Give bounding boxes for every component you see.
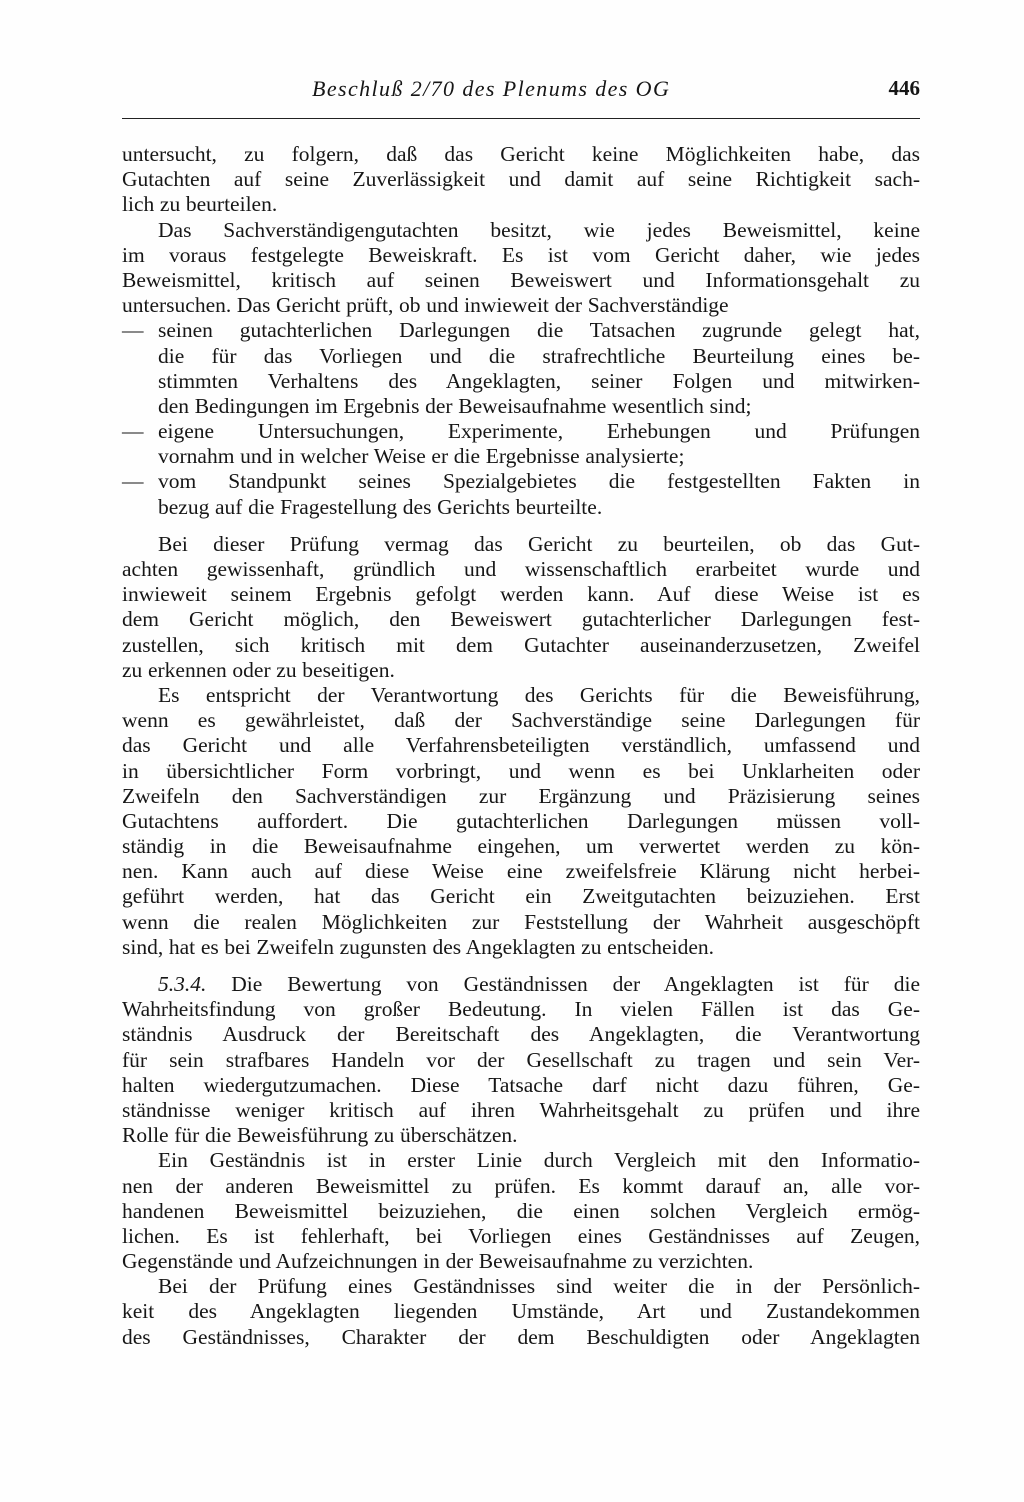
text-line: untersucht, zu folgern, daß das Gericht keine Möglichkeiten habe, das xyxy=(122,142,920,166)
header-rule xyxy=(122,118,920,119)
text-line xyxy=(122,972,920,997)
text-line: seinen gutachterlichen Darlegungen die Tatsachen zugrunde gelegt hat, xyxy=(158,318,920,343)
text-line: in übersichtlicher Form vorbringt, und wenn es bei Unklarheiten oder xyxy=(122,758,920,783)
text-line: Ein Geständnis ist in erster Linie durch Vergleich mit den Informatio- xyxy=(158,1148,920,1173)
page-number: 446 xyxy=(888,76,920,100)
paragraph xyxy=(122,1148,920,1274)
paragraph xyxy=(122,1274,920,1350)
text-line: Bei der Prüfung eines Geständnisses sind weiter die in der Persönlich- xyxy=(158,1274,920,1299)
text-line: Gutachtens auffordert. Die gutachterlichen Darlegungen müssen voll- xyxy=(122,808,920,833)
body-text xyxy=(122,142,920,1350)
paragraph xyxy=(122,532,920,683)
text-line: nen. Kann auch auf diese Weise eine zweifelsfreie Klärung nicht herbei- xyxy=(122,859,920,884)
text-line: lich zu beurteilen. xyxy=(122,192,278,217)
list-dash: — xyxy=(122,318,144,343)
text-line: Beweismittel, kritisch auf seinen Beweiswert und Informationsgehalt zu xyxy=(122,267,920,292)
text-line: für sein strafbares Handeln vor der Gesellschaft zu tragen und sein Ver- xyxy=(122,1047,920,1072)
paragraph-gap xyxy=(122,960,920,972)
section-number: 5.3.4. xyxy=(158,972,207,996)
text-line: vom Standpunkt seines Spezialgebietes die festgestellten Fakten in xyxy=(158,469,920,494)
text-line: Das Sachverständigengutachten besitzt, wie jedes Beweismittel, keine xyxy=(158,217,920,242)
text-line: Wahrheitsfindung von großer Bedeutung. In vielen Fällen ist das Ge- xyxy=(122,997,920,1022)
text-line: bezug auf die Fragestellung des Gerichts beurteilte. xyxy=(158,494,603,519)
text-line: das Gericht und alle Verfahrensbeteiligten verständlich, umfassend und xyxy=(122,733,920,758)
text-line: handenen Beweismittel beizuziehen, die einen solchen Vergleich ermög- xyxy=(122,1198,920,1223)
text-line: stimmten Verhaltens des Angeklagten, seiner Folgen und mitwirken- xyxy=(158,368,920,393)
text-line: Bei dieser Prüfung vermag das Gericht zu beurteilen, ob das Gut- xyxy=(158,531,920,556)
text-line: geführt werden, hat das Gericht ein Zweitgutachten beizuziehen. Erst xyxy=(122,884,920,909)
running-title: Beschluß 2/70 des Plenums des OG xyxy=(312,76,671,101)
text-line: vornahm und in welcher Weise er die Ergebnisse analysierte; xyxy=(158,444,685,469)
paragraph xyxy=(122,218,920,319)
text-line: eigene Untersuchungen, Experimente, Erhebungen und Prüfungen xyxy=(158,419,920,444)
text-line: ständnis Ausdruck der Bereitschaft des Angeklagten, die Verantwortung xyxy=(122,1022,920,1047)
text-line: ständig in die Beweisaufnahme eingehen, um verwertet werden zu kön- xyxy=(122,834,920,859)
text-line: dem Gericht möglich, den Beweiswert gutachterlicher Darlegungen fest- xyxy=(122,607,920,632)
text-line: inwieweit seinem Ergebnis gefolgt werden kann. Auf diese Weise ist es xyxy=(122,582,920,607)
paragraph xyxy=(122,683,920,960)
text-line: die für das Vorliegen und die strafrechtliche Beurteilung eines be- xyxy=(158,343,920,368)
text-line: Zweifeln den Sachverständigen zur Ergänzung und Präzisierung seines xyxy=(122,783,920,808)
page-header xyxy=(122,76,920,116)
paragraph xyxy=(122,142,920,218)
paragraph-gap xyxy=(122,520,920,532)
text-line: Rolle für die Beweisführung zu überschätzen. xyxy=(122,1123,518,1148)
text-line: wenn es gewährleistet, daß der Sachverständige seine Darlegungen für xyxy=(122,708,920,733)
text-line: Gutachten auf seine Zuverlässigkeit und damit auf seine Richtigkeit sach- xyxy=(122,167,920,192)
list-item xyxy=(122,469,920,519)
text-line: untersuchen. Das Gericht prüft, ob und inwieweit der Sachverständige xyxy=(122,293,729,318)
text-line: lichen. Es ist fehlerhaft, bei Vorliegen eines Geständnisses auf Zeugen, xyxy=(122,1223,920,1248)
text-line: nen der anderen Beweismittel zu prüfen. Es kommt darauf an, alle vor- xyxy=(122,1173,920,1198)
text-line: Gegenstände und Aufzeichnungen in der Beweisaufnahme zu verzichten. xyxy=(122,1249,754,1274)
text-line: halten wiedergutzumachen. Diese Tatsache darf nicht dazu führen, Ge- xyxy=(122,1072,920,1097)
text-line: zu erkennen oder zu beseitigen. xyxy=(122,657,395,682)
text-line: zustellen, sich kritisch mit dem Gutachter auseinanderzusetzen, Zweifel xyxy=(122,632,920,657)
section-lead-text: Die Bewertung von Geständnissen der Angeklagten ist für die xyxy=(231,972,920,996)
list-dash: — xyxy=(122,419,144,444)
list-item xyxy=(122,318,920,419)
text-line: wenn die realen Möglichkeiten zur Feststellung der Wahrheit ausgeschöpft xyxy=(122,909,920,934)
list-item xyxy=(122,419,920,469)
text-line: Es entspricht der Verantwortung des Gerichts für die Beweisführung, xyxy=(158,682,920,707)
text-line: achten gewissenhaft, gründlich und wissenschaftlich erarbeitet wurde und xyxy=(122,557,920,581)
text-line: keit des Angeklagten liegenden Umstände, Art und Zustandekommen xyxy=(122,1299,920,1324)
text-line: ständnisse weniger kritisch auf ihren Wahrheitsgehalt zu prüfen und ihre xyxy=(122,1097,920,1122)
list-dash: — xyxy=(122,469,144,494)
text-line: des Geständnisses, Charakter der dem Beschuldigten oder Angeklagten xyxy=(122,1324,920,1349)
section-paragraph xyxy=(122,972,920,1148)
text-line: im voraus festgelegte Beweiskraft. Es ist vom Gericht daher, wie jedes xyxy=(122,242,920,267)
text-line: sind, hat es bei Zweifeln zugunsten des Angeklagten zu entscheiden. xyxy=(122,934,714,959)
text-line: den Bedingungen im Ergebnis der Beweisaufnahme wesentlich sind; xyxy=(158,393,752,418)
